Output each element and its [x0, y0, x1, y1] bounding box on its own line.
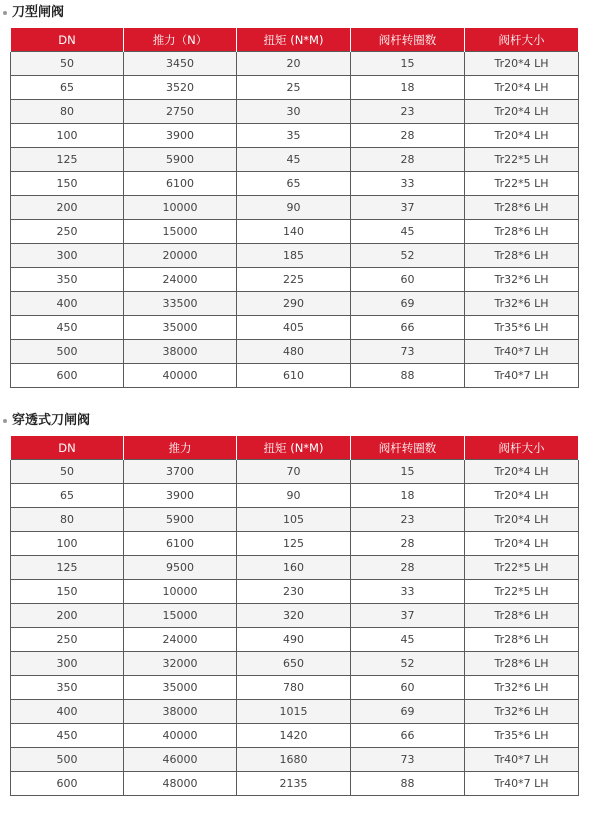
cell-thrust: 24000: [124, 628, 237, 652]
cell-dn: 65: [11, 76, 124, 100]
cell-stem-turns: 88: [351, 772, 465, 796]
cell-dn: 600: [11, 364, 124, 388]
cell-thrust: 35000: [124, 316, 237, 340]
table-row: [11, 484, 579, 508]
cell-torque: 25: [237, 76, 351, 100]
cell-dn: 300: [11, 652, 124, 676]
cell-thrust: 3700: [124, 460, 237, 484]
cell-torque: 320: [237, 604, 351, 628]
cell-stem-turns: 69: [351, 292, 465, 316]
cell-dn: 100: [11, 532, 124, 556]
cell-stem-size: Tr35*6 LH: [465, 724, 579, 748]
cell-thrust: 20000: [124, 244, 237, 268]
cell-torque: 225: [237, 268, 351, 292]
cell-thrust: 48000: [124, 772, 237, 796]
cell-thrust: 3900: [124, 124, 237, 148]
cell-stem-turns: 28: [351, 532, 465, 556]
cell-stem-size: Tr20*4 LH: [465, 100, 579, 124]
table-row: [11, 52, 579, 76]
cell-stem-size: Tr40*7 LH: [465, 748, 579, 772]
cell-stem-turns: 33: [351, 172, 465, 196]
cell-torque: 90: [237, 196, 351, 220]
cell-torque: 650: [237, 652, 351, 676]
cell-torque: 2135: [237, 772, 351, 796]
through-conduit-knife-gate-valve-section: [0, 410, 592, 805]
cell-thrust: 33500: [124, 292, 237, 316]
cell-stem-turns: 18: [351, 484, 465, 508]
cell-stem-size: Tr40*7 LH: [465, 364, 579, 388]
table-row: [11, 172, 579, 196]
cell-stem-size: Tr22*5 LH: [465, 148, 579, 172]
table-row: [11, 652, 579, 676]
spec-table: [10, 28, 579, 388]
cell-torque: 70: [237, 460, 351, 484]
cell-stem-size: Tr28*6 LH: [465, 628, 579, 652]
bullet-dot-icon: [3, 11, 7, 15]
header-stem-turns: 阀杆转圈数: [351, 436, 465, 460]
table-row: [11, 628, 579, 652]
cell-dn: 350: [11, 268, 124, 292]
cell-thrust: 46000: [124, 748, 237, 772]
cell-stem-turns: 28: [351, 124, 465, 148]
cell-stem-size: Tr20*4 LH: [465, 460, 579, 484]
cell-dn: 50: [11, 460, 124, 484]
cell-stem-turns: 60: [351, 268, 465, 292]
cell-torque: 610: [237, 364, 351, 388]
cell-torque: 125: [237, 532, 351, 556]
cell-torque: 230: [237, 580, 351, 604]
table-row: [11, 700, 579, 724]
cell-stem-size: Tr20*4 LH: [465, 124, 579, 148]
cell-torque: 405: [237, 316, 351, 340]
cell-stem-turns: 15: [351, 460, 465, 484]
cell-stem-turns: 28: [351, 148, 465, 172]
cell-thrust: 3900: [124, 484, 237, 508]
cell-stem-size: Tr20*4 LH: [465, 52, 579, 76]
cell-stem-size: Tr28*6 LH: [465, 652, 579, 676]
cell-dn: 200: [11, 604, 124, 628]
cell-torque: 20: [237, 52, 351, 76]
cell-dn: 600: [11, 772, 124, 796]
cell-stem-turns: 52: [351, 244, 465, 268]
cell-thrust: 35000: [124, 676, 237, 700]
table-row: [11, 580, 579, 604]
cell-torque: 780: [237, 676, 351, 700]
cell-stem-turns: 15: [351, 52, 465, 76]
cell-torque: 490: [237, 628, 351, 652]
cell-torque: 1680: [237, 748, 351, 772]
cell-torque: 160: [237, 556, 351, 580]
cell-dn: 500: [11, 340, 124, 364]
cell-stem-size: Tr40*7 LH: [465, 340, 579, 364]
cell-dn: 100: [11, 124, 124, 148]
cell-dn: 150: [11, 580, 124, 604]
cell-thrust: 40000: [124, 364, 237, 388]
cell-dn: 50: [11, 52, 124, 76]
bullet-dot-icon: [3, 419, 7, 423]
table-row: [11, 244, 579, 268]
cell-thrust: 40000: [124, 724, 237, 748]
table-row: [11, 220, 579, 244]
cell-thrust: 32000: [124, 652, 237, 676]
table-row: [11, 460, 579, 484]
header-thrust: 推力: [124, 436, 237, 460]
cell-dn: 300: [11, 244, 124, 268]
cell-stem-turns: 37: [351, 604, 465, 628]
cell-torque: 90: [237, 484, 351, 508]
cell-thrust: 10000: [124, 580, 237, 604]
cell-torque: 30: [237, 100, 351, 124]
table-row: [11, 556, 579, 580]
cell-dn: 500: [11, 748, 124, 772]
knife-gate-valve-section: [0, 2, 592, 392]
header-thrust: 推力（N）: [124, 28, 237, 52]
cell-thrust: 5900: [124, 148, 237, 172]
header-dn: DN: [11, 436, 124, 460]
table-row: [11, 100, 579, 124]
cell-thrust: 6100: [124, 172, 237, 196]
cell-dn: 350: [11, 676, 124, 700]
table-row: [11, 340, 579, 364]
cell-thrust: 38000: [124, 700, 237, 724]
cell-torque: 1015: [237, 700, 351, 724]
cell-torque: 140: [237, 220, 351, 244]
cell-thrust: 24000: [124, 268, 237, 292]
cell-stem-size: Tr28*6 LH: [465, 604, 579, 628]
cell-stem-turns: 28: [351, 556, 465, 580]
table-row: [11, 196, 579, 220]
cell-dn: 450: [11, 316, 124, 340]
table-row: [11, 508, 579, 532]
cell-stem-turns: 45: [351, 220, 465, 244]
cell-dn: 150: [11, 172, 124, 196]
cell-thrust: 5900: [124, 508, 237, 532]
cell-stem-size: Tr28*6 LH: [465, 220, 579, 244]
table-row: [11, 364, 579, 388]
header-stem-size: 阀杆大小: [465, 436, 579, 460]
cell-dn: 125: [11, 556, 124, 580]
cell-stem-size: Tr32*6 LH: [465, 292, 579, 316]
cell-dn: 400: [11, 700, 124, 724]
spec-table: [10, 436, 579, 796]
cell-stem-size: Tr22*5 LH: [465, 580, 579, 604]
table-row: [11, 124, 579, 148]
cell-thrust: 38000: [124, 340, 237, 364]
cell-stem-turns: 33: [351, 580, 465, 604]
cell-thrust: 3520: [124, 76, 237, 100]
cell-dn: 250: [11, 628, 124, 652]
cell-thrust: 10000: [124, 196, 237, 220]
cell-stem-turns: 73: [351, 340, 465, 364]
table-header-row: [11, 436, 579, 460]
table-row: [11, 724, 579, 748]
cell-stem-turns: 88: [351, 364, 465, 388]
cell-torque: 480: [237, 340, 351, 364]
cell-dn: 125: [11, 148, 124, 172]
cell-dn: 400: [11, 292, 124, 316]
table-row: [11, 748, 579, 772]
cell-stem-turns: 60: [351, 676, 465, 700]
cell-thrust: 9500: [124, 556, 237, 580]
cell-stem-size: Tr22*5 LH: [465, 556, 579, 580]
cell-torque: 35: [237, 124, 351, 148]
cell-stem-size: Tr32*6 LH: [465, 700, 579, 724]
cell-thrust: 6100: [124, 532, 237, 556]
cell-stem-size: Tr20*4 LH: [465, 532, 579, 556]
cell-stem-size: Tr20*4 LH: [465, 508, 579, 532]
cell-stem-turns: 52: [351, 652, 465, 676]
cell-torque: 65: [237, 172, 351, 196]
cell-torque: 290: [237, 292, 351, 316]
cell-stem-turns: 69: [351, 700, 465, 724]
table-row: [11, 268, 579, 292]
cell-torque: 185: [237, 244, 351, 268]
table-header-row: [11, 28, 579, 52]
cell-dn: 80: [11, 100, 124, 124]
cell-dn: 250: [11, 220, 124, 244]
table-row: [11, 772, 579, 796]
cell-stem-size: Tr22*5 LH: [465, 172, 579, 196]
cell-thrust: 3450: [124, 52, 237, 76]
cell-stem-turns: 45: [351, 628, 465, 652]
header-stem-size: 阀杆大小: [465, 28, 579, 52]
section-title: 穿透式刀闸阀: [12, 413, 91, 428]
cell-thrust: 2750: [124, 100, 237, 124]
cell-torque: 1420: [237, 724, 351, 748]
cell-stem-turns: 18: [351, 76, 465, 100]
cell-dn: 450: [11, 724, 124, 748]
header-torque: 扭矩 (N*M): [237, 436, 351, 460]
table-row: [11, 148, 579, 172]
cell-stem-turns: 73: [351, 748, 465, 772]
cell-stem-turns: 66: [351, 316, 465, 340]
cell-stem-size: Tr28*6 LH: [465, 196, 579, 220]
cell-stem-turns: 23: [351, 508, 465, 532]
cell-thrust: 15000: [124, 220, 237, 244]
cell-torque: 45: [237, 148, 351, 172]
table-row: [11, 676, 579, 700]
table-row: [11, 316, 579, 340]
table-row: [11, 76, 579, 100]
cell-dn: 200: [11, 196, 124, 220]
cell-dn: 80: [11, 508, 124, 532]
cell-stem-size: Tr20*4 LH: [465, 484, 579, 508]
section-title: 刀型闸阀: [12, 5, 65, 20]
cell-stem-size: Tr32*6 LH: [465, 268, 579, 292]
cell-thrust: 15000: [124, 604, 237, 628]
cell-stem-size: Tr40*7 LH: [465, 772, 579, 796]
cell-stem-size: Tr32*6 LH: [465, 676, 579, 700]
cell-stem-size: Tr35*6 LH: [465, 316, 579, 340]
cell-dn: 65: [11, 484, 124, 508]
table-row: [11, 292, 579, 316]
cell-torque: 105: [237, 508, 351, 532]
cell-stem-size: Tr20*4 LH: [465, 76, 579, 100]
header-dn: DN: [11, 28, 124, 52]
cell-stem-turns: 37: [351, 196, 465, 220]
table-row: [11, 604, 579, 628]
cell-stem-turns: 23: [351, 100, 465, 124]
header-stem-turns: 阀杆转圈数: [351, 28, 465, 52]
cell-stem-turns: 66: [351, 724, 465, 748]
header-torque: 扭矩 (N*M): [237, 28, 351, 52]
cell-stem-size: Tr28*6 LH: [465, 244, 579, 268]
table-row: [11, 532, 579, 556]
